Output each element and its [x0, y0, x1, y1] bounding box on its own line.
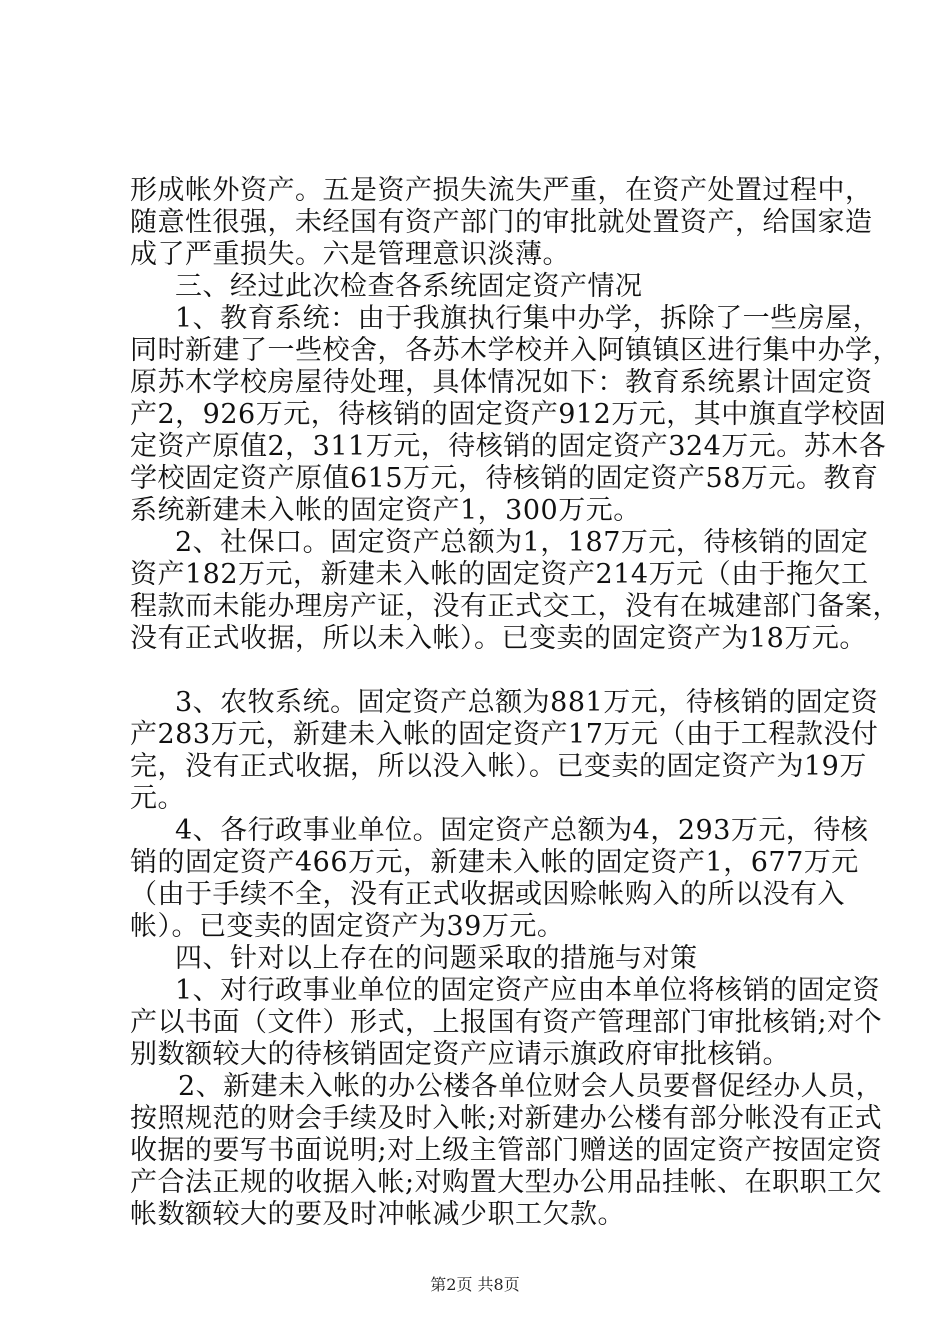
paragraph-line: 别数额较大的待核销固定资产应请示旗政府审批核销。 [130, 1039, 790, 1070]
paragraph-line: 学校固定资产原值615万元，待核销的固定资产58万元。教育 [130, 463, 879, 494]
paragraph-line: 没有正式收据，所以未入帐）。已变卖的固定资产为18万元。 [130, 623, 867, 654]
paragraph-line: 产283万元，新建未入帐的固定资产17万元（由于工程款没付 [130, 719, 879, 750]
paragraph-line: 帐）。已变卖的固定资产为39万元。 [130, 911, 565, 942]
paragraph-line: 产合法正规的收据入帐;对购置大型办公用品挂帐、在职职工欠 [130, 1167, 883, 1198]
paragraph-line: 元。 [130, 783, 185, 814]
paragraph-line: 2、社保口。固定资产总额为1，187万元，待核销的固定 [175, 527, 869, 558]
paragraph-line: 资产182万元，新建未入帐的固定资产214万元（由于拖欠工 [130, 559, 869, 590]
paragraph-line: （由于手续不全，没有正式收据或因赊帐购入的所以没有入 [130, 879, 845, 910]
paragraph-line: 定资产原值2，311万元，待核销的固定资产324万元。苏木各 [130, 431, 887, 462]
paragraph-line: 产以书面（文件）形式，上报国有资产管理部门审批核销;对个 [130, 1007, 883, 1038]
paragraph-line: 帐数额较大的要及时冲帐减少职工欠款。 [130, 1199, 625, 1230]
section-heading: 四、针对以上存在的问题采取的措施与对策 [175, 943, 698, 974]
paragraph-line: 产2，926万元，待核销的固定资产912万元，其中旗直学校固 [130, 399, 887, 430]
paragraph-line: 3、农牧系统。固定资产总额为881万元，待核销的固定资 [175, 687, 879, 718]
paragraph-line: 随意性很强，未经国有资产部门的审批就处置资产，给国家造 [130, 207, 873, 238]
paragraph-line: 成了严重损失。六是管理意识淡薄。 [130, 239, 570, 270]
paragraph-line: 程款而未能办理房产证，没有正式交工，没有在城建部门备案， [130, 591, 900, 622]
paragraph-line: 系统新建未入帐的固定资产1，300万元。 [130, 495, 641, 526]
section-heading: 三、经过此次检查各系统固定资产情况 [175, 271, 643, 302]
page-footer: 第2页 共8页 [430, 1275, 520, 1294]
paragraph-line: 4、各行政事业单位。固定资产总额为4，293万元，待核 [175, 815, 869, 846]
paragraph-line: 销的固定资产466万元，新建未入帐的固定资产1，677万元 [130, 847, 859, 878]
paragraph-line: 形成帐外资产。五是资产损失流失严重，在资产处置过程中， [130, 175, 873, 206]
paragraph-line: 收据的要写书面说明;对上级主管部门赠送的固定资产按固定资 [130, 1135, 883, 1166]
paragraph-line: 原苏木学校房屋待处理，具体情况如下：教育系统累计固定资 [130, 367, 873, 398]
paragraph-line: 2、新建未入帐的办公楼各单位财会人员要督促经办人员， [178, 1071, 884, 1102]
paragraph-line: 按照规范的财会手续及时入帐;对新建办公楼有部分帐没有正式 [130, 1103, 883, 1134]
paragraph-line: 完，没有正式收据，所以没入帐）。已变卖的固定资产为19万 [130, 751, 867, 782]
paragraph-line: 1、教育系统：由于我旗执行集中办学，拆除了一些房屋， [175, 303, 881, 334]
paragraph-line: 同时新建了一些校舍，各苏木学校并入阿镇镇区进行集中办学， [130, 335, 900, 366]
paragraph-line: 1、对行政事业单位的固定资产应由本单位将核销的固定资 [175, 975, 881, 1006]
